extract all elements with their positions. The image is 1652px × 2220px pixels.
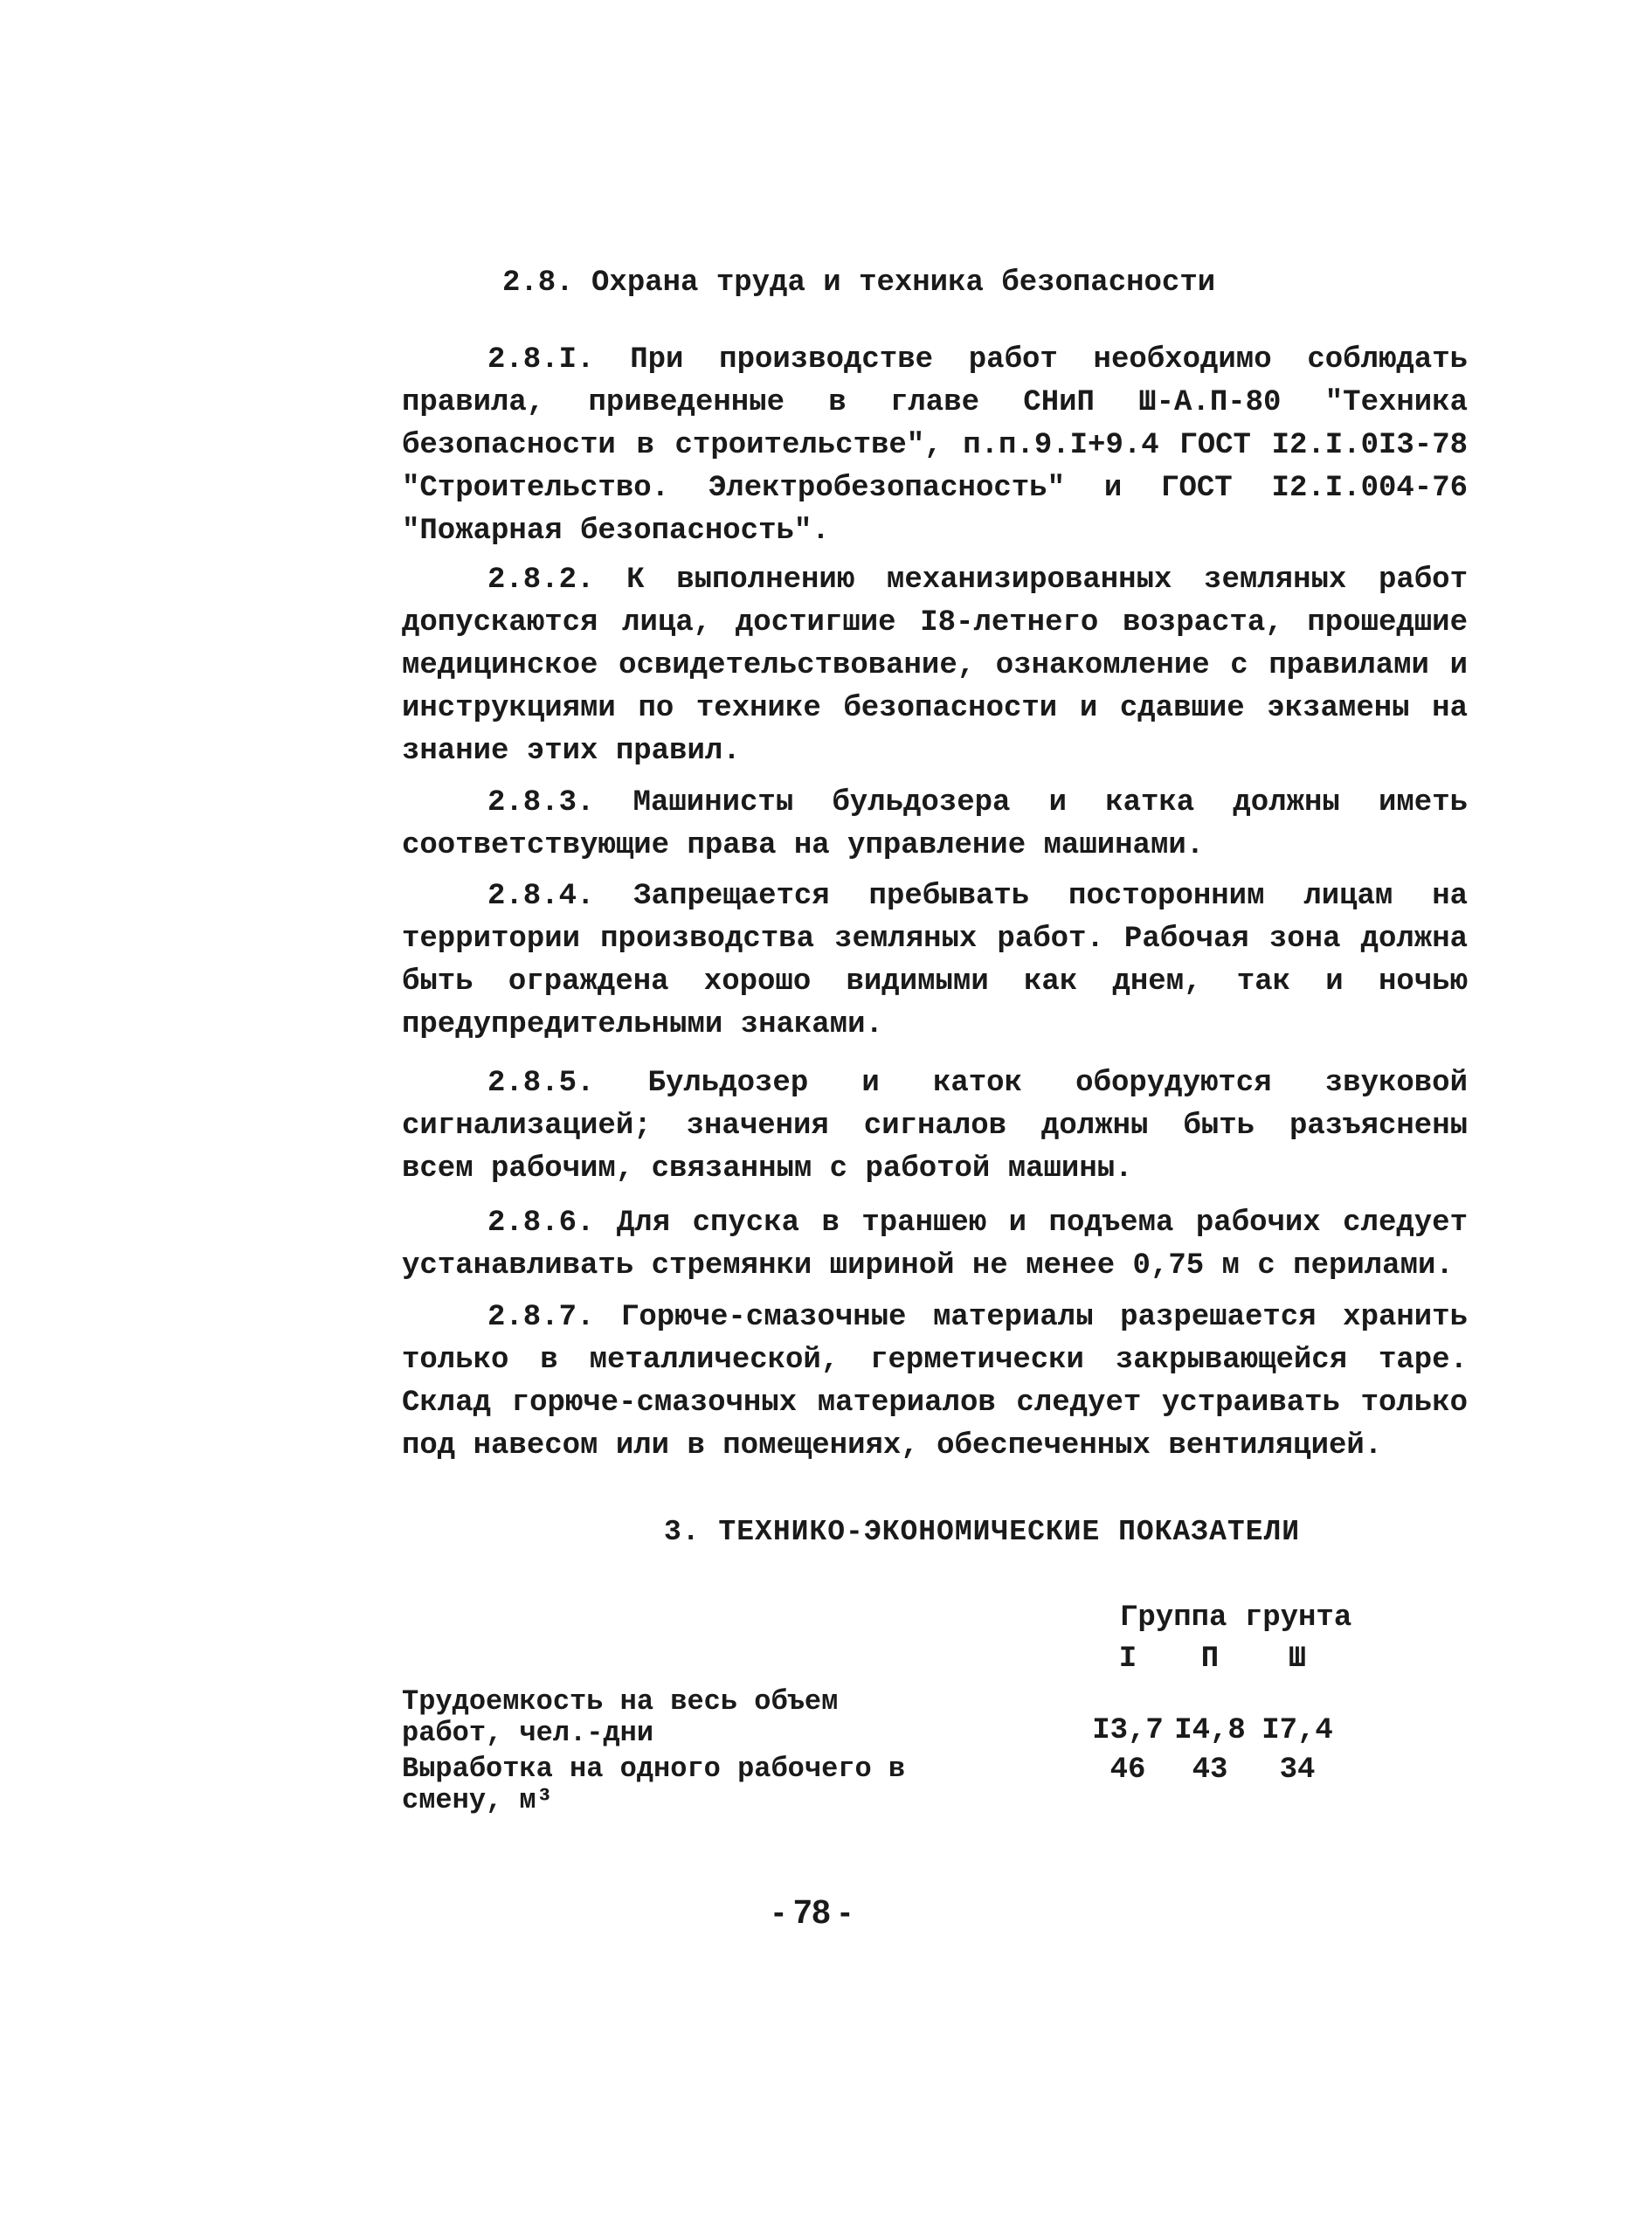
paragraph-2-8-5: 2.8.5. Бульдозер и каток оборудуются звуковой сигнализацией; значения сигналов должны быть разъяснены всем рабочим, связанным с работой машины. xyxy=(402,1067,1468,1186)
table-column-header: П xyxy=(1200,1643,1220,1676)
table-cell: 34 xyxy=(1279,1753,1316,1787)
table-row-label: Трудоемкость на весь объем работ, чел.-дни xyxy=(402,1685,839,1749)
table-cell: I4,8 xyxy=(1174,1714,1246,1747)
paragraph-2-8-3: 2.8.3. Машинисты бульдозера и катка должны иметь соответствующие права на управление машинами. xyxy=(402,786,1468,862)
table-cell: 43 xyxy=(1192,1753,1228,1787)
paragraph-2-8-6: 2.8.6. Для спуска в траншею и подъема рабочих следует устанавливать стремянки шириной не менее 0,75 м с перилами. xyxy=(402,1207,1468,1283)
table-group-header: Группа грунта xyxy=(1120,1601,1352,1635)
paragraph-2-8-1: 2.8.I. При производстве работ необходимо соблюдать правила, приведенные в главе СНиП Ш-А.П-80 "Техника безопасности в строительстве", п.п.9.I+9.4 ГОСТ I2.I.0I3-78 "Строительство. Электробезопасность" и ГОСТ I2.I.004-76 "Пожарная безопасность". xyxy=(402,343,1468,548)
table-column-header: I xyxy=(1118,1643,1137,1676)
section-title: 2.8. Охрана труда и техника безопасности xyxy=(502,266,1216,300)
table-cell: 46 xyxy=(1109,1753,1146,1787)
page-number: - 78 - xyxy=(773,1894,851,1931)
table-cell: I3,7 xyxy=(1092,1714,1164,1747)
table-column-header: Ш xyxy=(1288,1643,1307,1676)
paragraph-2-8-2: 2.8.2. К выполнению механизированных земляных работ допускаются лица, достигшие I8-летнего возраста, прошедшие медицинское освидетельствование, ознакомление с правилами и инструкциями по технике безопасности и сдавшие экзамены на знание этих правил. xyxy=(402,564,1468,768)
paragraph-2-8-7: 2.8.7. Горюче-смазочные материалы разрешается хранить только в металлической, герметически закрывающейся таре. Склад горюче-смазочных материалов следует устраивать только под навесом или в помещениях, обеспеченных вентиляцией. xyxy=(402,1301,1468,1463)
paragraph-2-8-4: 2.8.4. Запрещается пребывать посторонним лицам на территории производства земляных работ. Рабочая зона должна быть ограждена хорошо видимыми как днем, так и ночью предупредительными знаками. xyxy=(402,880,1468,1041)
table-row-label: Выработка на одного рабочего в смену, м³ xyxy=(402,1753,906,1816)
table-cell: I7,4 xyxy=(1261,1714,1333,1747)
section-3-heading: 3. ТЕХНИКО-ЭКОНОМИЧЕСКИЕ ПОКАЗАТЕЛИ xyxy=(664,1516,1301,1548)
